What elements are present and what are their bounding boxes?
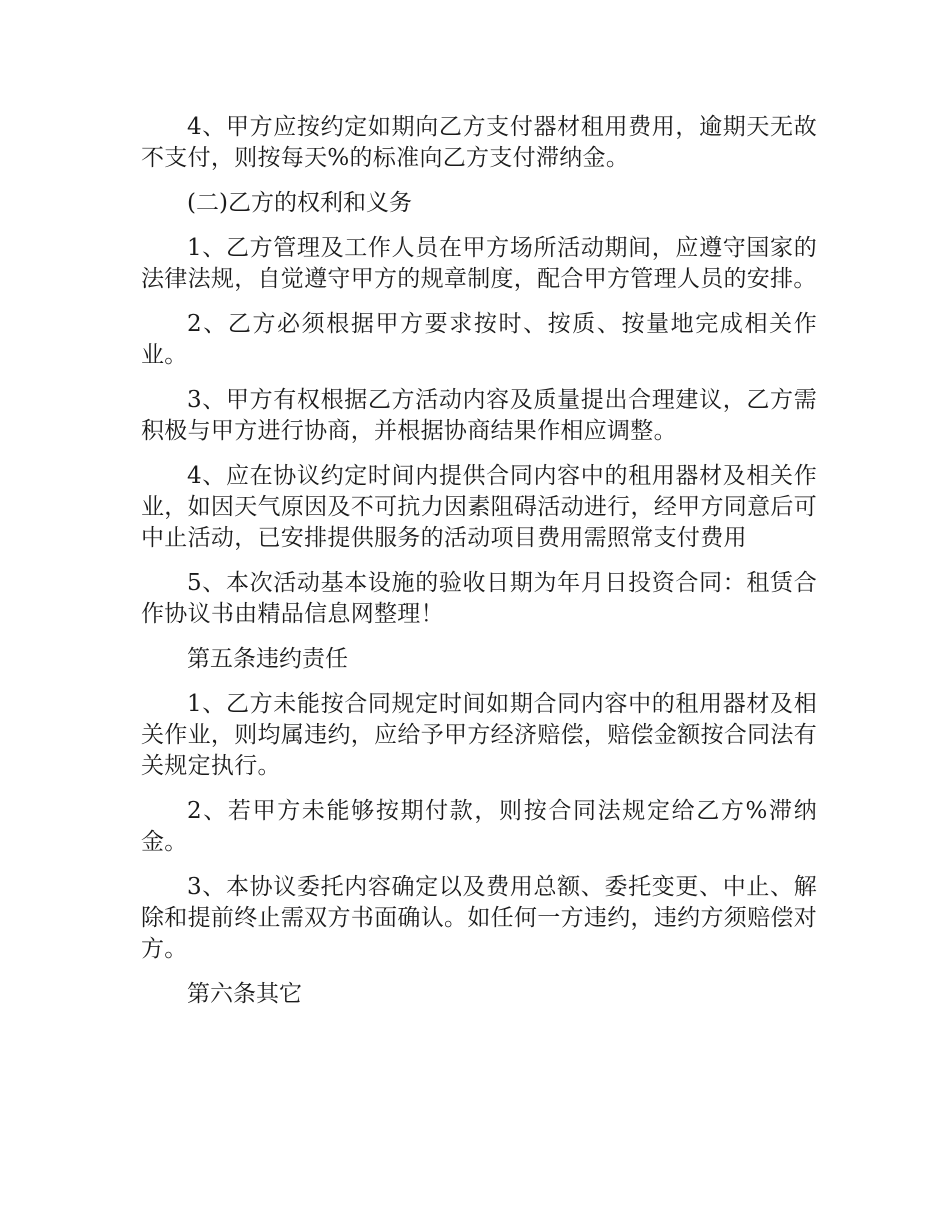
paragraph-b-work-completion: 2、乙方必须根据甲方要求按时、按质、按量地完成相关作业。: [141, 311, 817, 368]
document-page: [141, 112, 817, 1024]
paragraph-acceptance-date: 5、本次活动基本设施的验收日期为年月日投资合同：租赁合作协议书由精品信息网整理！: [141, 570, 817, 627]
paragraph-b-compliance: 1、乙方管理及工作人员在甲方场所活动期间，应遵守国家的法律法规，自觉遵守甲方的规章制度，配合甲方管理人员的安排。: [141, 235, 817, 292]
paragraph-equipment-provision: 4、应在协议约定时间内提供合同内容中的租用器材及相关作业，如因天气原因及不可抗力因素阻碍活动进行，经甲方同意后可中止活动，已安排提供服务的活动项目费用需照常支付费用: [141, 463, 817, 551]
paragraph-agreement-changes: 3、本协议委托内容确定以及费用总额、委托变更、中止、解除和提前终止需双方书面确认。如任何一方违约，违约方须赔偿对方。: [141, 874, 817, 962]
paragraph-a-suggestions: 3、甲方有权根据乙方活动内容及质量提出合理建议，乙方需积极与甲方进行协商，并根据协商结果作相应调整。: [141, 387, 817, 444]
section-heading-other: 第六条其它: [187, 981, 302, 1007]
section-heading-breach-liability: 第五条违约责任: [187, 646, 348, 672]
section-heading-party-b-rights: (二)乙方的权利和义务: [187, 190, 412, 216]
paragraph-a-late-payment: 2、若甲方未能够按期付款，则按合同法规定给乙方%滞纳金。: [141, 798, 817, 855]
paragraph-payment-obligation: 4、甲方应按约定如期向乙方支付器材租用费用，逾期天无故不支付，则按每天%的标准向乙方支付滞纳金。: [141, 114, 817, 171]
paragraph-b-breach: 1、乙方未能按合同规定时间如期合同内容中的租用器材及相关作业，则均属违约，应给予甲方经济赔偿，赔偿金额按合同法有关规定执行。: [141, 691, 817, 779]
